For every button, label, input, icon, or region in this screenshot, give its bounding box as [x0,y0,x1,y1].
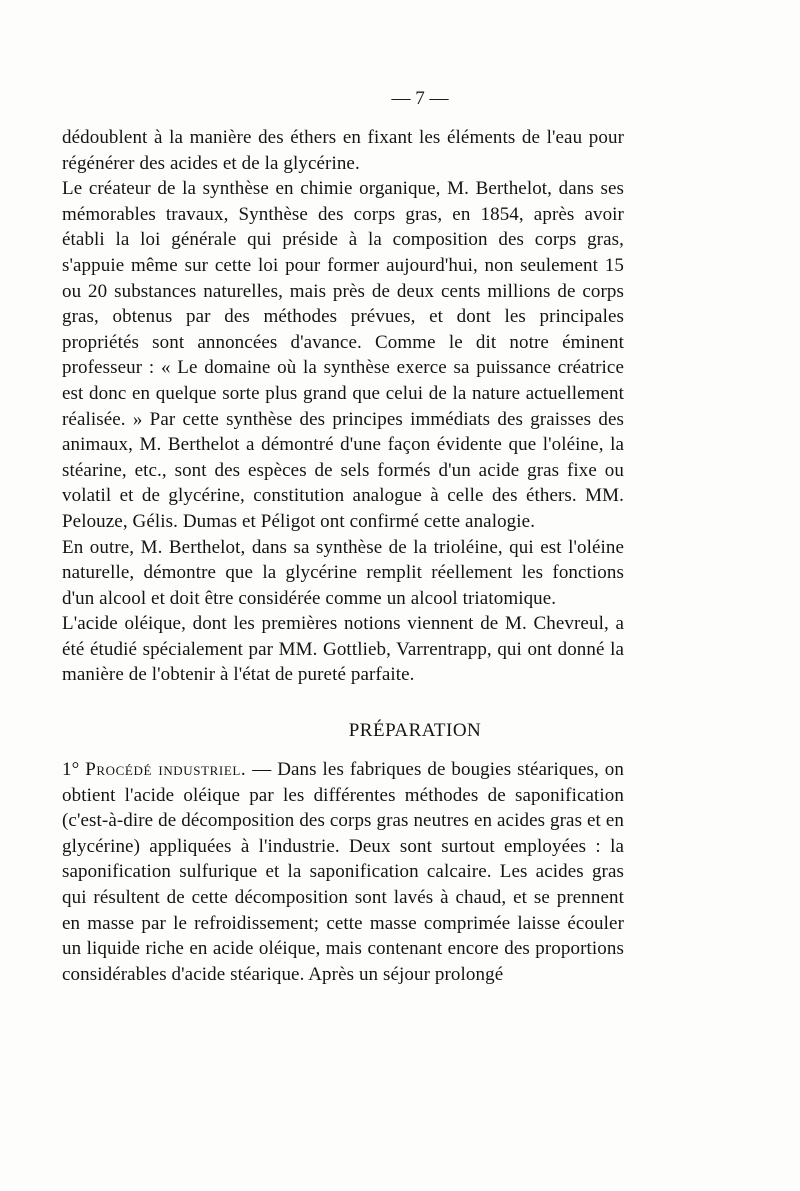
body-text-upper [62,125,624,688]
section-heading: PRÉPARATION [348,720,482,741]
body-text-lower [62,757,624,987]
paragraph: En outre, M. Berthelot, dans sa synthèse de la trioléine, qui est l'oléine naturelle, démontre que la glycérine remplit réellement les fonctions d'un alcool et doit être considérée comme un alcool triatomique. [62,536,624,609]
procedure-label: Procédé industriel. [85,759,247,780]
procedure-text: — Dans les fabriques de bougies stéariques, on obtient l'acide oléique par les différentes méthodes de saponification (c'est-à-dire de décomposition des corps gras neutres en acides gras et en glycérine) appliquées à l'industrie. Deux sont surtout employées : la saponification sulfurique et la saponification calcaire. Les acides gras qui résultent de cette décomposition sont lavés à chaud, et se prennent en masse par le refroidissement; cette masse comprimée laisse écouler un liquide riche en acide oléique, mais contenant encore des proportions considérables d'acide stéarique. Après un séjour prolongé [62,759,625,985]
paragraph: dédoublent à la manière des éthers en fixant les éléments de l'eau pour régénérer des acides et de la glycérine. [62,127,624,174]
paragraph [62,757,624,987]
procedure-number: 1° [62,759,80,780]
paragraph: Le créateur de la synthèse en chimie organique, M. Berthelot, dans ses mémorables travaux, Synthèse des corps gras, en 1854, après avoir établi la loi générale qui préside à la composition des corps gras, s'appuie même sur cette loi pour former aujourd'hui, non seulement 15 ou 20 substances naturelles, mais près de deux cents millions de corps gras, obtenus par des méthodes prévues, et dont les principales propriétés sont annoncées d'avance. Comme le dit notre éminent professeur : « Le domaine où la synthèse exerce sa puissance créatrice est donc en quelque sorte plus grand que celui de la nature actuellement réalisée. » Par cette synthèse des principes immédiats des graisses des animaux, M. Berthelot a démontré d'une façon évidente que l'oléine, la stéarine, etc., sont des espèces de sels formés d'un acide gras fixe ou volatil et de glycérine, constitution analogue à celle des éthers. MM. Pelouze, Gélis. Dumas et Péligot ont confirmé cette analogie. [62,178,624,532]
page-number: — 7 — [391,88,449,109]
paragraph: L'acide oléique, dont les premières notions viennent de M. Chevreul, a été étudié spécialement par MM. Gottlieb, Varrentrapp, qui ont donné la manière de l'obtenir à l'état de pureté parfaite. [62,613,624,686]
